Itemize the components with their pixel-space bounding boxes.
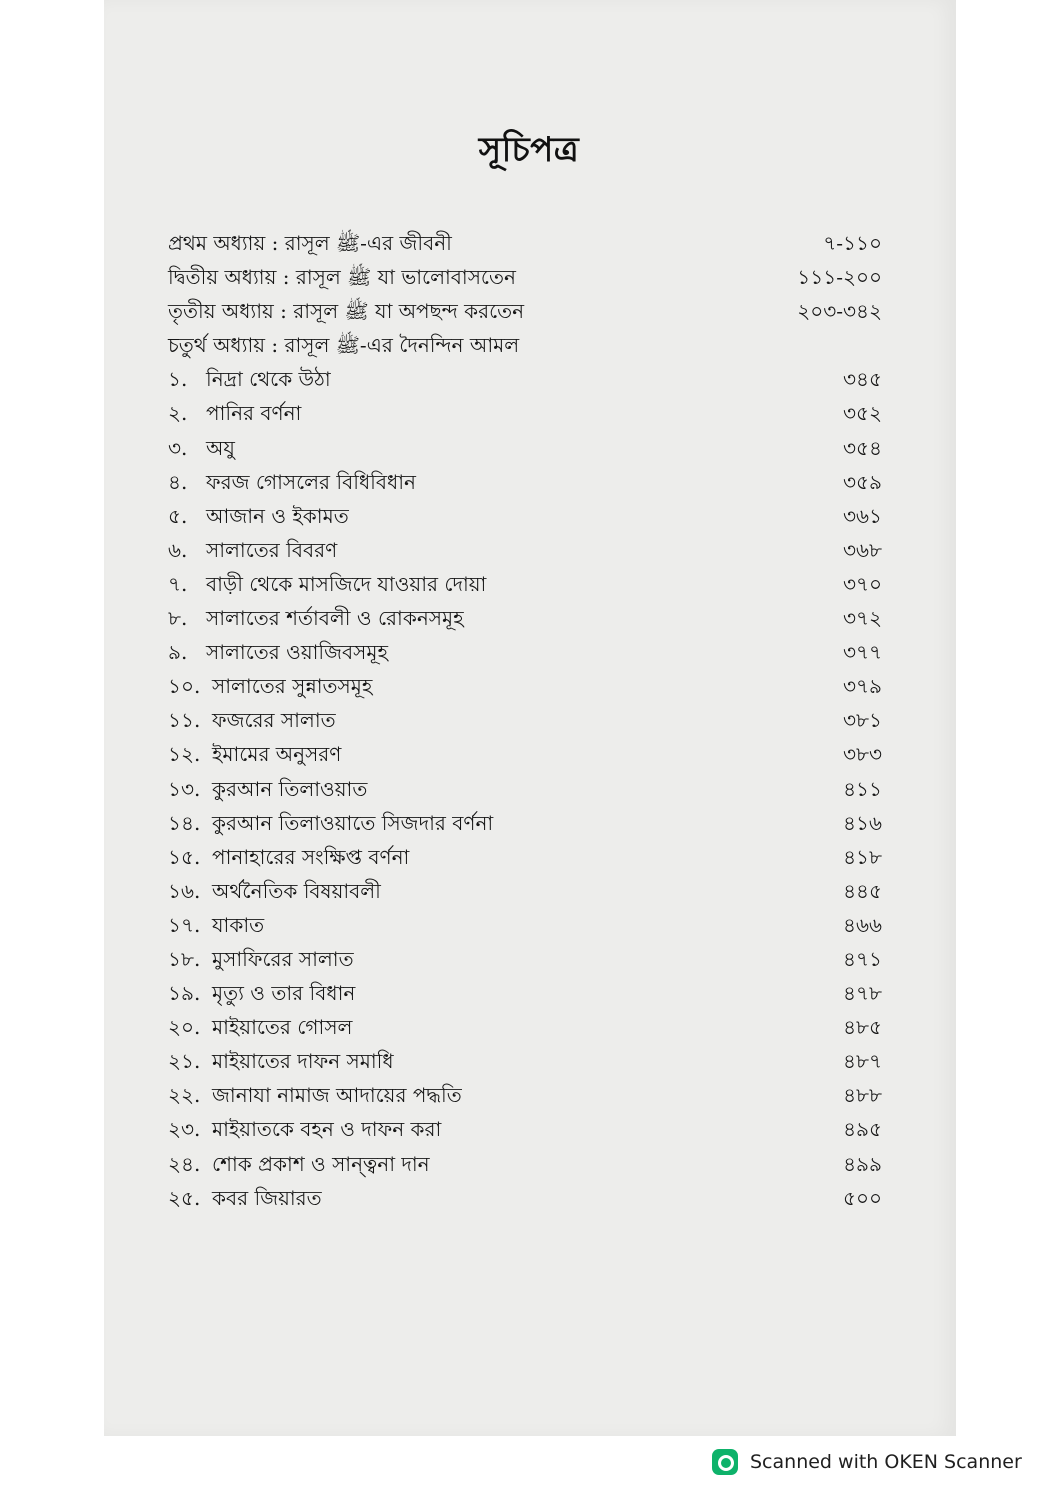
section-number: ২৩. <box>168 1117 201 1142</box>
section-number: ৪. <box>168 469 188 494</box>
section-row <box>168 1078 882 1112</box>
section-title: জানাযা নামাজ আদায়ের পদ্ধতি <box>212 1083 462 1108</box>
chapter-row <box>168 260 882 294</box>
page-number: ৩৬১ <box>843 503 882 528</box>
section-number: ১৫. <box>168 844 201 869</box>
section-row <box>168 874 882 908</box>
section-title: মাইয়াতকে বহন ও দাফন করা <box>212 1117 442 1142</box>
section-row <box>168 533 882 567</box>
page-number: ৪৭৮ <box>843 981 882 1006</box>
page-number: ৪৪৫ <box>843 878 882 903</box>
page-number: ৪৬৬ <box>843 912 882 937</box>
section-row <box>168 942 882 976</box>
page-number: ৩৭৭ <box>842 640 882 665</box>
section-number: ২১. <box>168 1049 201 1074</box>
section-row <box>168 737 882 771</box>
section-title: পানাহারের সংক্ষিপ্ত বর্ণনা <box>212 844 410 869</box>
section-number: ১৩. <box>168 776 201 801</box>
section-title: সালাতের ওয়াজিবসমূহ <box>206 640 388 665</box>
section-number: ১৭. <box>168 912 201 937</box>
section-number: ১২. <box>168 742 201 767</box>
page-number: ৪১৬ <box>843 810 882 835</box>
section-number: ১৪. <box>168 810 201 835</box>
section-number: ২৪. <box>168 1151 201 1176</box>
section-title: মাইয়াতের দাফন সমাধি <box>212 1049 394 1074</box>
section-title: মুসাফিরের সালাত <box>212 946 354 971</box>
section-title: সালাতের শর্তাবলী ও রোকনসমূহ <box>206 606 464 631</box>
section-title: শোক প্রকাশ ও সান্ত্বনা দান <box>212 1151 430 1176</box>
section-title: ফরজ গোসলের বিধিবিধান <box>206 469 416 494</box>
section-row <box>168 840 882 874</box>
section-number: ২৫. <box>168 1185 201 1210</box>
page-number: ৩৬৮ <box>843 537 882 562</box>
section-title: বাড়ী থেকে মাসজিদে যাওয়ার দোয়া <box>206 571 487 596</box>
section-row <box>168 976 882 1010</box>
section-title: কুরআন তিলাওয়াতে সিজদার বর্ণনা <box>212 810 494 835</box>
section-row <box>168 1112 882 1146</box>
section-row <box>168 1044 882 1078</box>
section-title: অর্থনৈতিক বিষয়াবলী <box>212 878 381 903</box>
section-number: ৯. <box>168 640 188 665</box>
section-number: ১. <box>168 367 188 392</box>
section-row <box>168 396 882 430</box>
section-number: ২. <box>168 401 188 426</box>
page-number: ৩৭২ <box>842 606 882 631</box>
section-title: কুরআন তিলাওয়াত <box>212 776 368 801</box>
chapter-row <box>168 328 882 362</box>
section-row <box>168 908 882 942</box>
page-number: ৫০০ <box>843 1185 882 1210</box>
section-number: ৫. <box>168 503 188 528</box>
page-number: ৩৫৪ <box>843 435 882 460</box>
section-title: ফজরের সালাত <box>212 708 336 733</box>
section-title: আজান ও ইকামত <box>206 503 349 528</box>
section-row <box>168 669 882 703</box>
page-number: ৩৭০ <box>842 571 882 596</box>
section-row <box>168 601 882 635</box>
section-row <box>168 703 882 737</box>
section-title: সালাতের সুন্নাতসমূহ <box>212 674 373 699</box>
page-number: ৩৪৫ <box>843 367 882 392</box>
section-row <box>168 1147 882 1181</box>
section-row <box>168 1181 882 1215</box>
section-row <box>168 499 882 533</box>
section-number: ৩. <box>168 435 188 460</box>
page-number: ৩৫৯ <box>843 469 882 494</box>
section-row <box>168 635 882 669</box>
section-number: ৮. <box>168 606 188 631</box>
page-number: ৩৫২ <box>843 401 882 426</box>
page-number: ৪৯৯ <box>843 1151 882 1176</box>
section-title: মৃত্যু ও তার বিধান <box>212 981 356 1006</box>
section-title: নিদ্রা থেকে উঠা <box>206 367 331 392</box>
section-number: ১৬. <box>168 878 201 903</box>
section-title: কবর জিয়ারত <box>212 1185 322 1210</box>
section-row <box>168 567 882 601</box>
section-row <box>168 1010 882 1044</box>
section-number: ২২. <box>168 1083 201 1108</box>
page-number: ৪৮৫ <box>843 1015 882 1040</box>
scanner-label: Scanned with OKEN Scanner <box>750 1451 1022 1473</box>
section-title: ইমামের অনুসরণ <box>212 742 342 767</box>
section-title: অযু <box>206 435 235 460</box>
page-number: ৪৭১ <box>843 946 882 971</box>
page-number: ৪৮৮ <box>843 1083 882 1108</box>
scanner-logo-icon <box>712 1449 738 1475</box>
section-row <box>168 465 882 499</box>
page-number: ৪১৮ <box>843 844 882 869</box>
page-range: ১১১-২০০ <box>797 265 882 290</box>
section-title: মাইয়াতের গোসল <box>212 1015 353 1040</box>
page-range: ২০৩-৩৪২ <box>797 299 882 324</box>
section-title: সালাতের বিবরণ <box>206 537 338 562</box>
section-title: যাকাত <box>212 912 265 937</box>
scanner-watermark <box>712 1444 1022 1480</box>
section-number: ১৯. <box>168 981 201 1006</box>
page-number: ৪১১ <box>843 776 882 801</box>
page-title: সূচিপত্র <box>478 130 580 170</box>
section-title: পানির বর্ণনা <box>206 401 302 426</box>
page-number: ৩৮১ <box>843 708 882 733</box>
chapter-title: চতুর্থ অধ্যায় : রাসূল ﷺ-এর দৈনন্দিন আমল <box>168 333 520 358</box>
section-number: ১১. <box>168 708 201 733</box>
page-number: ৪৮৭ <box>843 1049 882 1074</box>
section-number: ১৮. <box>168 946 201 971</box>
section-row <box>168 431 882 465</box>
page-number: ৩৮৩ <box>843 742 882 767</box>
page-range: ৭-১১০ <box>823 231 882 255</box>
section-number: ৭. <box>168 571 188 596</box>
page-number: ৩৭৯ <box>843 674 882 699</box>
page-number: ৪৯৫ <box>843 1117 882 1142</box>
table-of-contents <box>168 226 882 1215</box>
section-row <box>168 806 882 840</box>
section-number: ১০. <box>168 674 201 699</box>
chapter-title: দ্বিতীয় অধ্যায় : রাসূল ﷺ যা ভালোবাসতেন <box>168 265 516 290</box>
section-number: ৬. <box>168 537 188 562</box>
chapter-title: তৃতীয় অধ্যায় : রাসূল ﷺ যা অপছন্দ করতেন <box>168 299 525 324</box>
chapter-title: প্রথম অধ্যায় : রাসূল ﷺ-এর জীবনী <box>168 231 452 255</box>
section-row <box>168 772 882 806</box>
chapter-row <box>168 226 882 260</box>
section-row <box>168 362 882 396</box>
section-number: ২০. <box>168 1015 201 1040</box>
chapter-row <box>168 294 882 328</box>
